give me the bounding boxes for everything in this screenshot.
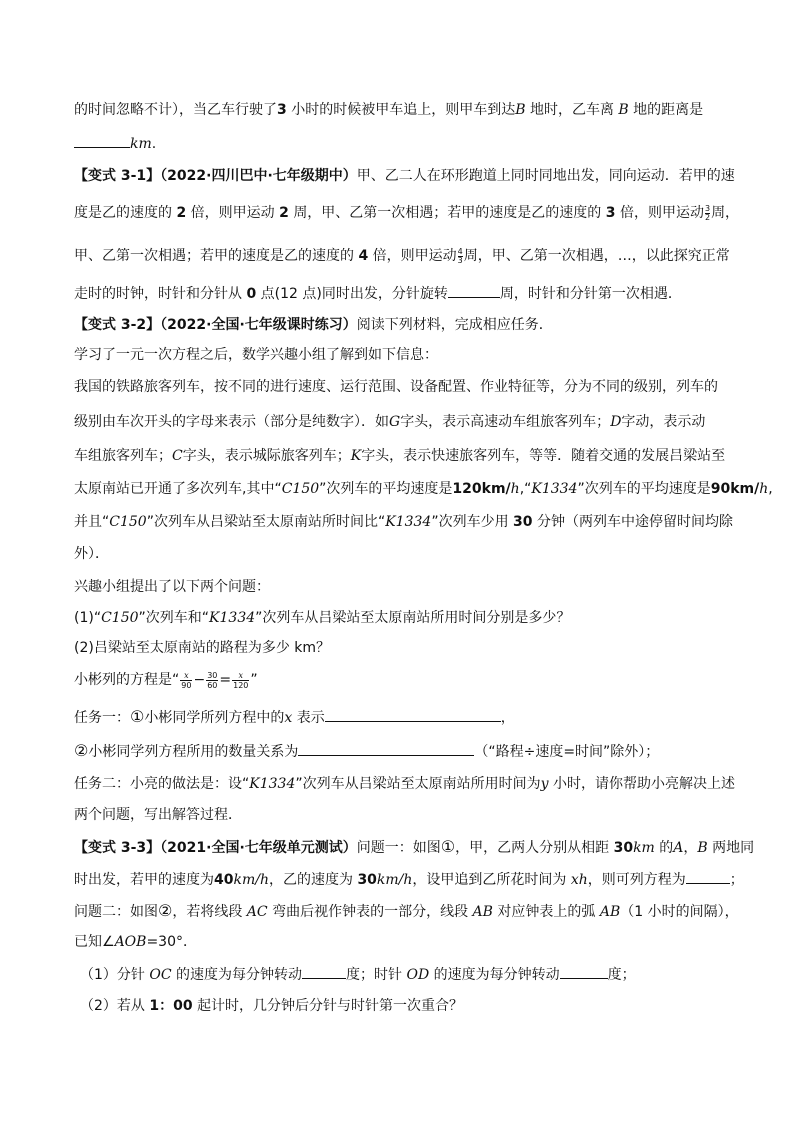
sub-question-2	[80, 996, 463, 1016]
text: 度；	[607, 967, 636, 983]
variable: B	[697, 840, 708, 856]
problem-tag: 【变式 3-1】	[74, 168, 161, 184]
text: 起计时，几分钟后分针与时针第一次重合？	[197, 998, 464, 1014]
unit: h	[759, 481, 769, 497]
circled-number: ①	[440, 837, 456, 856]
text: 地时，乙车离	[529, 102, 614, 118]
answer-blank[interactable]	[448, 283, 500, 298]
variable: x	[284, 710, 293, 726]
number: 2	[176, 205, 187, 221]
text-line	[74, 246, 730, 266]
text-line	[74, 869, 744, 890]
variable: K	[350, 448, 362, 464]
number: 4	[358, 248, 369, 264]
time: 1：00	[149, 998, 193, 1014]
number: 30	[513, 514, 533, 530]
problem-source: （2021·全国·七年级单元测试）	[160, 840, 357, 856]
text: 并且“	[74, 514, 110, 530]
train-code: C150	[109, 514, 147, 530]
problem-tag: 【变式 3-3】	[74, 840, 161, 856]
text: 字头，表示快速旅客列车，等等．随着交通的发展吕梁站至	[361, 448, 726, 464]
variable: B	[618, 102, 629, 118]
text: 的	[659, 840, 674, 856]
text: 小彬同学所列方程中的	[144, 710, 285, 726]
text: 小彬列的方程是“	[74, 672, 180, 688]
text: 字动，表示动	[621, 414, 706, 430]
text: 问题一：如图	[356, 840, 441, 856]
text: 的速度为每分钟转动	[433, 967, 560, 983]
circled-number: ②	[74, 741, 89, 760]
text-line	[74, 544, 109, 564]
text: ,	[768, 481, 773, 497]
unit: km	[633, 840, 655, 856]
operator: −	[193, 672, 206, 688]
text: 对应钟表上的弧	[497, 904, 596, 920]
text: 周，	[711, 205, 740, 221]
problem-3-1-header	[74, 166, 735, 186]
number: 40	[214, 872, 234, 888]
text: 时出发，若甲的速度为	[74, 872, 214, 888]
train-code: K1334	[209, 610, 256, 626]
circled-number: ②	[158, 901, 173, 920]
question-2	[74, 638, 330, 658]
question-1	[74, 608, 570, 628]
text: ，	[683, 840, 698, 856]
text-line	[74, 512, 733, 532]
problem-tag: 【变式 3-2】	[74, 317, 161, 333]
answer-blank[interactable]	[686, 869, 730, 884]
text: 两个问题，写出解答过程．	[74, 807, 242, 823]
answer-blank[interactable]	[560, 964, 608, 979]
text: 字头，表示城际旅客列车；	[182, 448, 351, 464]
task-2	[74, 774, 735, 794]
arc: AB	[599, 904, 621, 920]
text: 的速度为每分钟转动	[176, 967, 303, 983]
train-code: K1334	[531, 481, 578, 497]
text: 问题二：如图	[74, 904, 158, 920]
text: 外）．	[74, 546, 109, 562]
text-line	[74, 479, 773, 499]
segment: OD	[406, 967, 430, 983]
text: ”次列车的平均速度是	[319, 481, 453, 497]
text: 弯曲后视作钟表的一部分，线段	[272, 904, 469, 920]
text: ”	[250, 672, 258, 688]
fraction: $\frac{x}{120}$	[233, 670, 249, 690]
speed: 120km/	[452, 481, 511, 497]
number: 30	[357, 872, 377, 888]
equation-line	[74, 670, 258, 690]
angle: AOB	[114, 934, 147, 950]
text-line	[74, 932, 197, 952]
variable: xh	[570, 872, 588, 888]
text: ，若将线段	[172, 904, 243, 920]
text: ，	[500, 710, 515, 726]
train-code: K1334	[249, 776, 296, 792]
answer-blank[interactable]	[325, 707, 501, 722]
variable: A	[673, 840, 684, 856]
text-line	[74, 133, 156, 154]
number: 0	[246, 286, 257, 302]
answer-blank[interactable]	[302, 964, 346, 979]
text: =30°．	[146, 934, 197, 950]
text: 点(12 点)同时出发，分针旋转	[260, 286, 448, 302]
problem-source: （2022·全国·七年级课时练习）	[160, 317, 357, 333]
text: 兴趣小组提出了以下两个问题：	[74, 579, 270, 595]
text: 车组旅客列车；	[74, 448, 172, 464]
variable: B	[515, 102, 526, 118]
text: 小彬同学列方程所用的数量关系为	[88, 744, 299, 760]
unit: km/h	[233, 872, 269, 888]
text: 小时的时候被甲车追上，则甲车到达	[291, 102, 516, 118]
text: ，设甲追到乙所花时间为	[412, 872, 567, 888]
text: 度是乙的速度的	[74, 205, 172, 221]
variable: G	[389, 414, 401, 430]
sub-question-1	[80, 964, 636, 985]
text-line	[74, 100, 703, 120]
text: 周，时针和分针第一次相遇．	[499, 286, 682, 302]
number: 3	[605, 205, 616, 221]
text: 任务二：小亮的做法是：设“	[74, 776, 250, 792]
text: (2)吕梁站至太原南站的路程为多少 km？	[74, 640, 331, 656]
text: （“路程÷速度=时间”除外）；	[474, 744, 660, 760]
segment: AB	[472, 904, 493, 920]
text: ，则可列方程为	[587, 872, 686, 888]
text: ”次列车从吕梁站至太原南站所用时间分别是多少？	[255, 610, 571, 626]
text: 倍，则甲运动	[372, 248, 457, 264]
text: ”次列车少用	[431, 514, 509, 530]
fraction: $\frac{x}{90}$	[181, 670, 192, 690]
segment: AC	[246, 904, 268, 920]
text: （2）若从	[80, 998, 145, 1014]
train-code: K1334	[385, 514, 432, 530]
text: ”次列车从吕梁站至太原南站所时间比“	[146, 514, 386, 530]
text: 已知∠	[74, 934, 115, 950]
text: 小时，请你帮助小亮解决上述	[553, 776, 735, 792]
fraction: $\frac{3}{2}$	[704, 203, 711, 222]
text: ，乙的速度为	[268, 872, 353, 888]
text: ,“	[519, 481, 532, 497]
number: 30	[613, 840, 634, 856]
unit: km	[130, 136, 152, 152]
task-1-part-2	[74, 741, 659, 762]
text: （1 小时的间隔），	[620, 904, 739, 920]
text: （1）分针	[80, 967, 145, 983]
text-line	[74, 446, 725, 466]
text: 我国的铁路旅客列车，按不同的进行速度、运行范围、设备配置、作业特征等，分为不同的级别，列车的	[74, 379, 718, 395]
text: ”次列车的平均速度是	[577, 481, 711, 497]
variable: D	[610, 414, 622, 430]
train-code: C150	[101, 610, 139, 626]
text: ”次列车和“	[138, 610, 210, 626]
text: 任务一：	[74, 710, 130, 726]
text: ”次列车从吕梁站至太原南站所用时间为	[295, 776, 541, 792]
segment: OC	[149, 967, 172, 983]
text: 的时间忽略不计），当乙车行驶了	[74, 102, 277, 118]
operator: =	[219, 672, 232, 688]
number: 3	[277, 102, 287, 118]
text-line	[74, 203, 739, 223]
unit: h	[510, 481, 520, 497]
fraction: $\frac{30}{60}$	[207, 670, 218, 690]
text: 走时的时钟，时针和分针从	[74, 286, 242, 302]
answer-blank[interactable]	[298, 741, 474, 756]
text: 阅读下列材料，完成相应任务．	[356, 317, 553, 333]
text-line	[74, 901, 739, 922]
task-1	[74, 707, 515, 728]
variable: y	[540, 776, 549, 792]
text: 两地同	[712, 840, 755, 856]
text: 甲、乙二人在环形跑道上同时同地出发，同向运动．若甲的速	[356, 168, 735, 184]
text: 分钟（两列车中途停留时间均除	[536, 514, 733, 530]
text-line	[74, 577, 270, 597]
answer-blank[interactable]	[74, 133, 130, 148]
problem-3-2-header	[74, 315, 553, 335]
text: 太原南站已开通了多次列车,其中“	[74, 481, 282, 497]
text-line	[74, 412, 705, 432]
text: ；	[729, 872, 744, 888]
unit: km/h	[376, 872, 413, 888]
fraction: $\frac{4}{3}$	[457, 246, 463, 265]
number: 2	[279, 205, 289, 221]
circled-number: ①	[130, 707, 145, 726]
text: 字头，表示高速动车组旅客列车；	[400, 414, 611, 430]
problem-source: （2022·四川巴中·七年级期中）	[160, 168, 357, 184]
text: 倍，则甲运动	[619, 205, 704, 221]
text: 周，甲、乙第一次相遇；若甲的速度是乙的速度的	[293, 205, 602, 221]
text: 级别由车次开头的字母来表示（部分是纯数字）．如	[74, 414, 389, 430]
speed: 90km/	[710, 481, 760, 497]
text-line	[74, 345, 438, 365]
text: 周，甲、乙第一次相遇，…，以此探究正常	[463, 248, 730, 264]
text-line	[74, 377, 718, 397]
text: ，甲，乙两人分别从相距	[455, 840, 610, 856]
text: 甲、乙第一次相遇；若甲的速度是乙的速度的	[74, 248, 354, 264]
text: 倍，则甲运动	[190, 205, 275, 221]
text: 表示	[296, 710, 325, 726]
text-line	[74, 283, 682, 304]
problem-3-3-header	[74, 837, 754, 858]
text: (1)“	[74, 610, 102, 626]
text: .	[151, 136, 157, 152]
text: 地的距离是	[633, 102, 704, 118]
text: 学习了一元一次方程之后，数学兴趣小组了解到如下信息：	[74, 347, 438, 363]
text: 度；时针	[346, 967, 403, 983]
variable: C	[172, 448, 183, 464]
text-line	[74, 805, 242, 825]
train-code: C150	[281, 481, 320, 497]
